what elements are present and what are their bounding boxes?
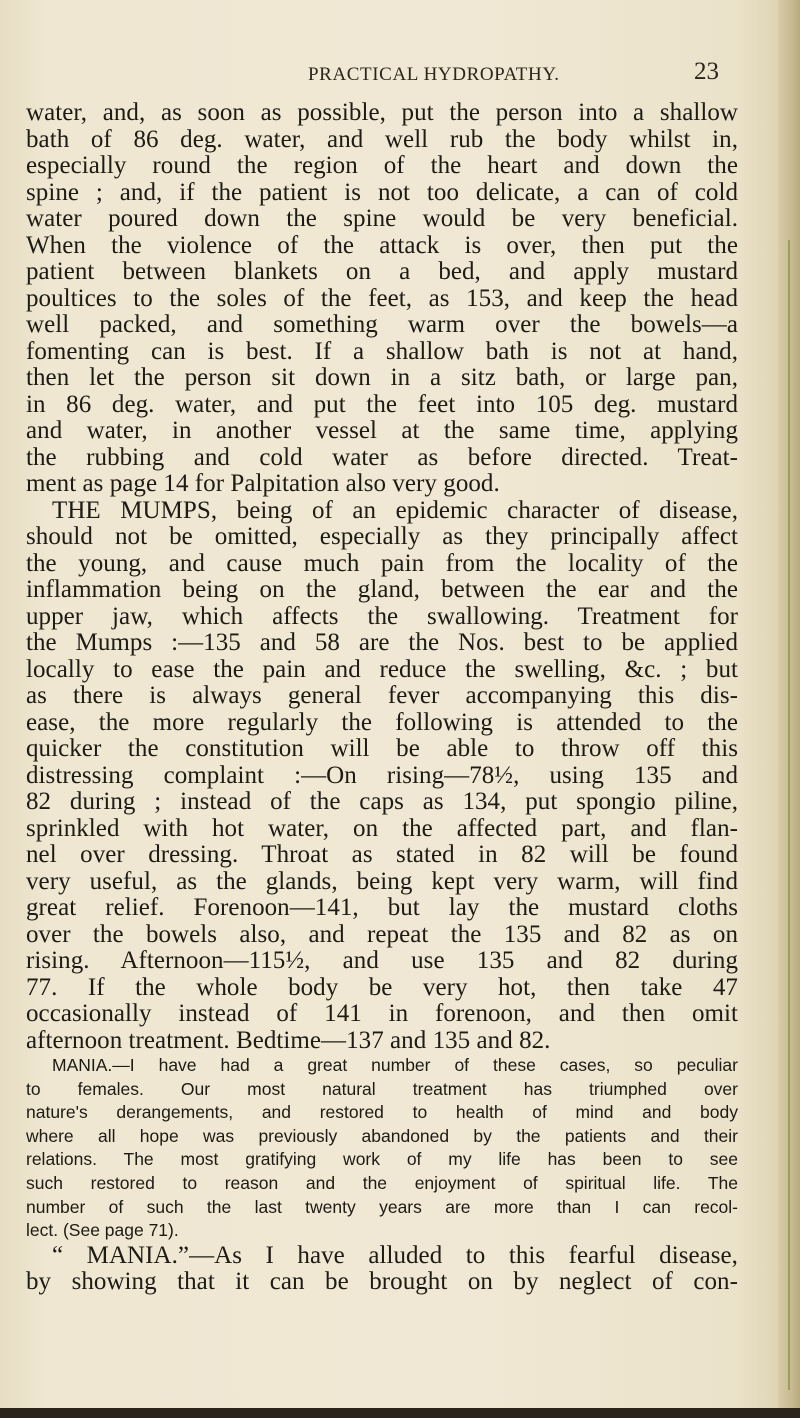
text-line: water, and, as soon as possible, put the person into a shallow: [26, 100, 738, 126]
text-line: over the bowels also, and repeat the 135 and 82 as on: [26, 921, 738, 948]
text-line: by showing that it can be brought on by neglect of con-: [26, 1269, 738, 1296]
text-line: poultices to the soles of the feet, as 153, and keep the head: [26, 285, 738, 312]
text-line: rising. Afternoon—115½, and use 135 and 82 during: [26, 948, 738, 974]
text-line: “ MANIA.”—As I have alluded to this fearful disease,: [52, 1242, 738, 1269]
text-line: inflammation being on the gland, between the ear and the: [26, 577, 738, 603]
text-line: upper jaw, which affects the swallowing. Treatment for: [26, 603, 738, 630]
running-head: [0, 58, 800, 88]
text-line: locally to ease the pain and reduce the swelling, &c. ; but: [26, 656, 738, 683]
binding-edge-line: [788, 240, 790, 1390]
text-line: 77. If the whole body be very hot, then take 47: [26, 974, 738, 1001]
running-title: PRACTICAL HYDROPATHY.: [308, 64, 560, 85]
text-line: should not be omitted, especially as they principally affect: [26, 524, 738, 550]
note-line: number of such the last twenty years are more than I can recol-: [26, 1196, 738, 1217]
text-line: great relief. Forenoon—141, but lay the mustard cloths: [26, 895, 738, 921]
text-line: quicker the constitution will be able to throw off this: [26, 736, 738, 762]
text-line: and water, in another vessel at the same time, applying: [26, 418, 738, 444]
text-line: bath of 86 deg. water, and well rub the body whilst in,: [26, 126, 738, 153]
text-line: ment as page 14 for Palpitation also very good.: [26, 471, 500, 497]
page-number: 23: [694, 58, 719, 85]
note-line: nature's derangements, and restored to health of mind and body: [26, 1102, 738, 1123]
text-line: occasionally instead of 141 in forenoon, and then omit: [26, 1001, 738, 1027]
text-line: the rubbing and cold water as before directed. Treat-: [26, 444, 738, 471]
text-line: then let the person sit down in a sitz bath, or large pan,: [26, 365, 738, 391]
text-line: nel over dressing. Throat as stated in 82 will be found: [26, 842, 738, 868]
body-text: [26, 100, 738, 1296]
text-line: When the violence of the attack is over, then put the: [26, 232, 738, 259]
note-line: to females. Our most natural treatment has triumphed over: [26, 1078, 738, 1099]
note-line: where all hope was previously abandoned by the patients and their: [26, 1125, 738, 1146]
text-line: very useful, as the glands, being kept very warm, will find: [26, 868, 738, 895]
note-line: lect. (See page 71).: [26, 1220, 179, 1241]
note-line: MANIA.—I have had a great number of these cases, so peculiar: [52, 1055, 738, 1075]
text-line: the young, and cause much pain from the locality of the: [26, 550, 738, 577]
text-line: fomenting can is best. If a shallow bath is not at hand,: [26, 338, 738, 365]
text-line: afternoon treatment. Bedtime—137 and 135 and 82.: [26, 1027, 551, 1054]
text-line: water poured down the spine would be very beneficial.: [26, 206, 738, 232]
bottom-scan-band: [0, 1408, 800, 1418]
text-line: patient between blankets on a bed, and apply mustard: [26, 259, 738, 285]
text-line: as there is always general fever accompanying this dis-: [26, 683, 738, 709]
text-line: 82 during ; instead of the caps as 134, put spongio piline,: [26, 789, 738, 815]
text-line: ease, the more regularly the following is attended to the: [26, 709, 738, 736]
note-line: relations. The most gratifying work of my life has been to see: [26, 1149, 738, 1170]
note-line: such restored to reason and the enjoyment of spiritual life. The: [26, 1172, 738, 1193]
text-line: the Mumps :—135 and 58 are the Nos. best to be applied: [26, 630, 738, 656]
text-line: sprinkled with hot water, on the affected part, and flan-: [26, 815, 738, 842]
text-line: spine ; and, if the patient is not too delicate, a can of cold: [26, 179, 738, 206]
text-line: THE MUMPS, being of an epidemic character of disease,: [52, 497, 738, 524]
text-line: in 86 deg. water, and put the feet into 105 deg. mustard: [26, 391, 738, 418]
text-line: well packed, and something warm over the bowels—a: [26, 312, 738, 338]
text-line: distressing complaint :—On rising—78½, using 135 and: [26, 762, 738, 789]
text-line: especially round the region of the heart and down the: [26, 153, 738, 179]
